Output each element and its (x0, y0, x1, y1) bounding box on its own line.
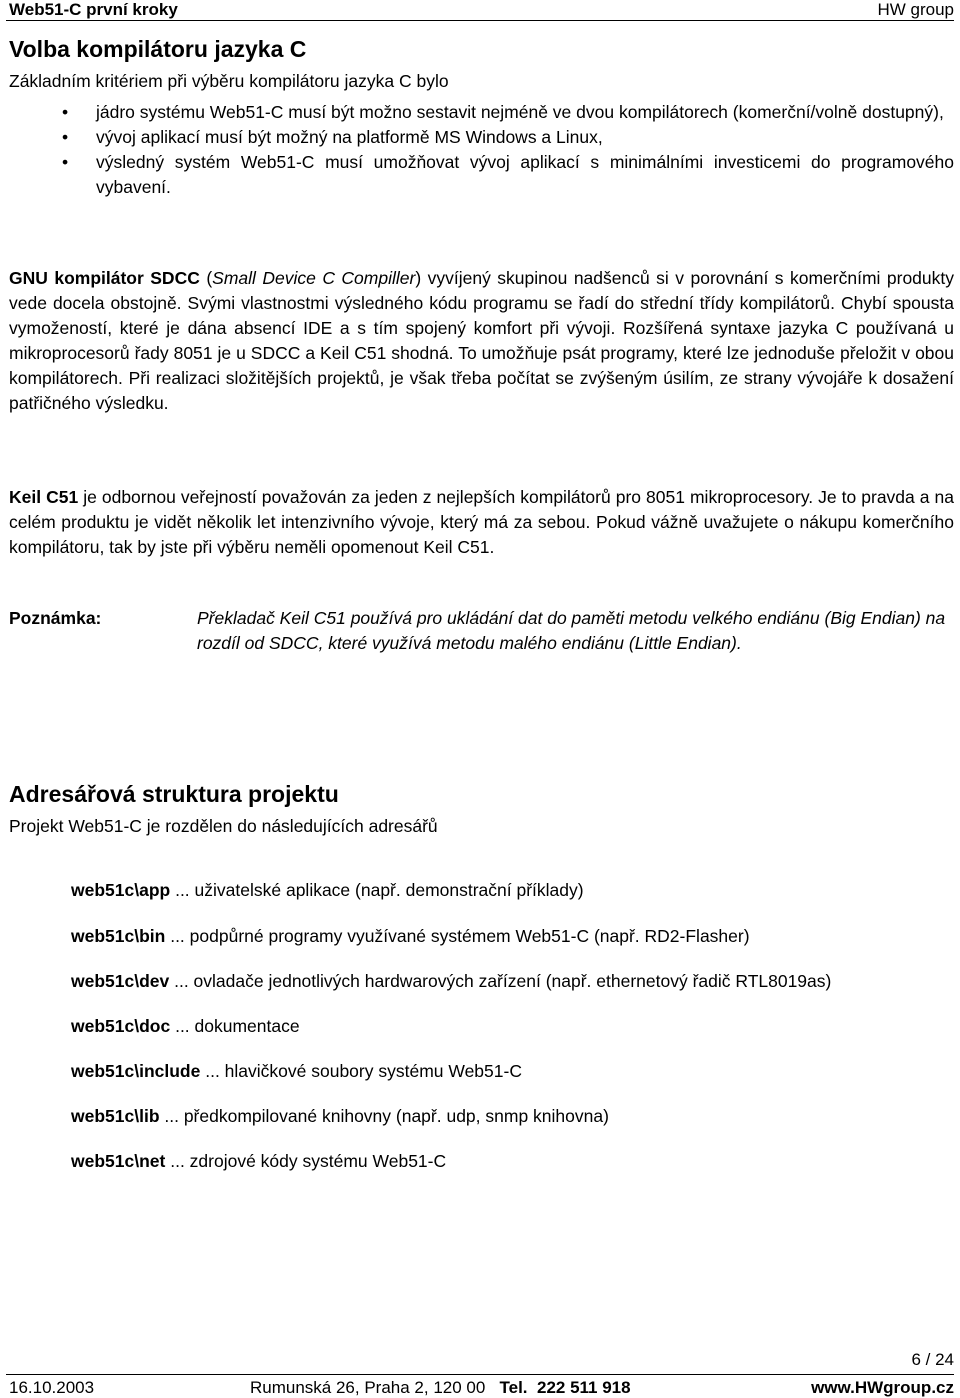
footer-website: www.HWgroup.cz (811, 1378, 954, 1397)
section-intro-compiler: Základním kritériem při výběru kompilátoru jazyka C bylo (9, 71, 449, 91)
criteria-list (0, 100, 954, 200)
gnu-sdcc-body: ) vyvíjený skupinou nadšenců si v porovnání s komerčními produkty vede docela obstojně. Svými vlastnostmi výsledného kódu programu se řadí do střední třídy kompilátorů. Chybí spousta vymožeností, které je dána absencí IDE a s tím spojený komfort při vývoji. Rozšířená syntaxe jazyka C používaná u mikroprocesorů řady 8051 je u SDCC a Keil C51 shodná. To umožňuje psát programy, které lze jednoduše přeložit v obou kompilátorech. Při realizaci složitějších projektů, je však třeba počítat se zvýšeným úsilím, ze strany vývojáře k dosažení patřičného výsledku. (9, 268, 954, 413)
directory-item-lib (71, 1104, 609, 1129)
note-text: Překladač Keil C51 používá pro ukládání dat do paměti metodu velkého endiánu (Big Endian) na rozdíl od SDCC, které využívá metodu malého endiánu (Little Endian). (197, 608, 946, 653)
directory-name: web51c\doc (71, 1016, 171, 1036)
directory-name: web51c\dev (71, 971, 170, 991)
directory-name: web51c\lib (71, 1106, 160, 1126)
directory-item-net (71, 1149, 446, 1174)
gnu-sdcc-paragraph (9, 266, 954, 416)
directory-item-doc (71, 1014, 300, 1039)
page-number: 6 / 24 (911, 1350, 954, 1369)
directory-desc: ... uživatelské aplikace (např. demonstrační příklady) (170, 880, 584, 900)
directory-name: web51c\bin (71, 926, 166, 946)
keil-body: je odbornou veřejností považován za jeden z nejlepších kompilátorů pro 8051 mikroprocesory. Je to pravda a na celém produktu je vidět několik let intenzivního vývoje, který má za sebou. Pokud vážně uvažujete o nákupu komerčního kompilátoru, tak by jste při výběru neměli opomenout Keil C51. (9, 487, 954, 557)
directory-item-include (71, 1059, 522, 1084)
header-title: Web51-C první kroky (9, 0, 178, 19)
directory-desc: ... podpůrné programy využívané systémem Web51-C (např. RD2-Flasher) (165, 926, 750, 946)
footer-contact (250, 1378, 631, 1398)
keil-lead: Keil C51 (9, 487, 79, 507)
footer-tel-number: 222 511 918 (536, 1378, 631, 1397)
footer-date: 16.10.2003 (9, 1378, 95, 1397)
footer-tel-label: Tel. (499, 1378, 528, 1397)
section-title-compiler: Volba kompilátoru jazyka C (9, 36, 307, 62)
list-item: • vývoj aplikací musí být možný na platformě MS Windows a Linux, (0, 125, 954, 150)
directory-item-bin (71, 924, 750, 949)
list-item: • jádro systému Web51-C musí být možno sestavit nejméně ve dvou kompilátorech (komerční/volně dostupný), (0, 100, 954, 125)
directory-name: web51c\include (71, 1061, 201, 1081)
note-label: Poznámka: (9, 608, 102, 628)
list-item: • výsledný systém Web51-C musí umožňovat vývoj aplikací s minimálními investicemi do programového vybavení. (0, 150, 954, 200)
section-intro-directories: Projekt Web51-C je rozdělen do následujících adresářů (9, 816, 438, 836)
gnu-sdcc-lead: GNU kompilátor SDCC (9, 268, 200, 288)
directory-desc: ... předkompilované knihovny (např. udp, snmp knihovna) (159, 1106, 609, 1126)
section-title-directories: Adresářová struktura projektu (9, 781, 339, 807)
directory-desc: ... hlavičkové soubory systému Web51-C (200, 1061, 522, 1081)
keil-paragraph (9, 485, 954, 560)
header-divider (6, 20, 954, 21)
gnu-paren-open: ( (199, 268, 213, 288)
directory-item-app (71, 878, 584, 903)
directory-name: web51c\net (71, 1151, 166, 1171)
header-company: HW group (877, 0, 954, 19)
directory-desc: ... dokumentace (170, 1016, 300, 1036)
directory-desc: ... ovladače jednotlivých hardwarových zařízení (např. ethernetový řadič RTL8019as) (169, 971, 832, 991)
directory-item-dev (71, 969, 831, 994)
footer-address: Rumunská 26, Praha 2, 120 00 (250, 1378, 486, 1397)
directory-name: web51c\app (71, 880, 171, 900)
directory-desc: ... zdrojové kódy systému Web51-C (165, 1151, 447, 1171)
gnu-sdcc-fullname: Small Device C Compiller (212, 268, 416, 288)
footer-divider (6, 1374, 954, 1375)
